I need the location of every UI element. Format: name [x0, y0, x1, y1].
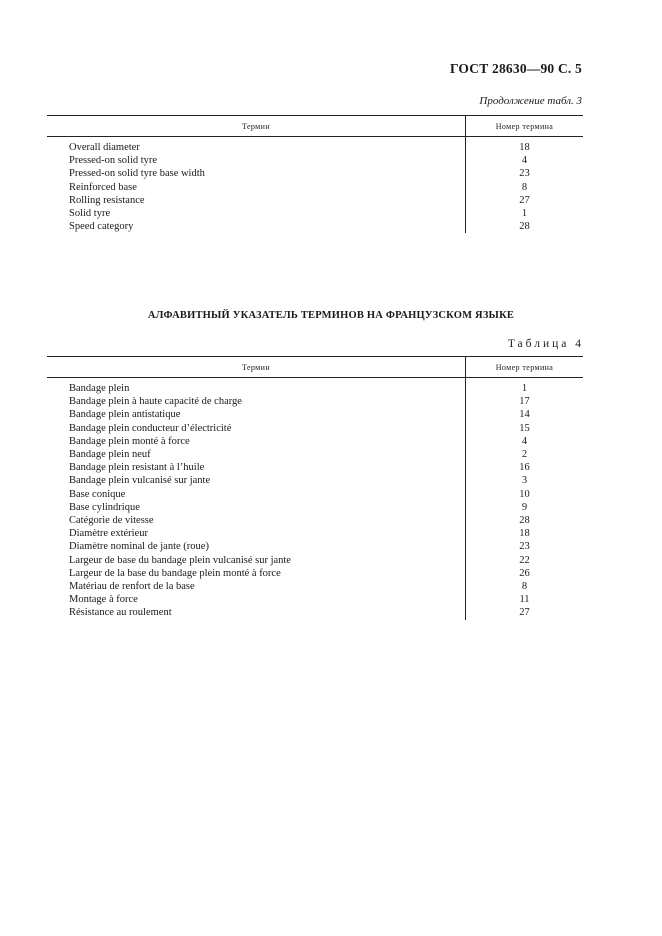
number-cell: 4 — [521, 155, 528, 167]
table-row — [47, 593, 583, 606]
table-row — [47, 540, 583, 553]
number-cell: 23 — [519, 541, 530, 553]
table-row — [47, 554, 583, 567]
table-row — [47, 137, 583, 155]
number-cell: 22 — [519, 554, 530, 566]
term-cell: Pressed-on solid tyre base width — [47, 167, 466, 180]
table4-caption: Таблица 4 — [507, 338, 584, 350]
number-cell: 8 — [521, 581, 528, 593]
term-cell: Base cylindrique — [47, 501, 466, 514]
table-row — [47, 207, 583, 220]
table-header-row — [47, 357, 583, 378]
number-cell: 28 — [519, 515, 530, 527]
table-row — [47, 514, 583, 527]
term-cell: Matériau de renfort de la base — [47, 580, 466, 593]
number-cell: 11 — [519, 594, 530, 606]
table-row — [47, 408, 583, 421]
table-row — [47, 167, 583, 180]
number-cell: 1 — [521, 383, 528, 394]
term-cell: Speed category — [47, 220, 466, 233]
term-cell: Bandage plein — [47, 378, 466, 396]
term-cell: Bandage plein à haute capacité de charge — [47, 395, 466, 408]
term-cell: Largeur de la base du bandage plein monté à force — [47, 567, 466, 580]
section-title: АЛФАВИТНЫЙ УКАЗАТЕЛЬ ТЕРМИНОВ НА ФРАНЦУЗСКОМ ЯЗЫКЕ — [147, 310, 515, 321]
table-row — [47, 448, 583, 461]
table-row — [47, 154, 583, 167]
number-cell: 9 — [521, 501, 528, 513]
number-cell: 23 — [519, 168, 530, 180]
table-row — [47, 461, 583, 474]
term-cell: Bandage plein monté à force — [47, 435, 466, 448]
number-cell: 3 — [521, 475, 528, 487]
table-4 — [47, 356, 583, 620]
table-row — [47, 181, 583, 194]
table-row — [47, 527, 583, 540]
number-cell: 18 — [519, 142, 530, 153]
number-cell: 4 — [521, 435, 528, 447]
table-row — [47, 501, 583, 514]
term-cell: Solid tyre — [47, 207, 466, 220]
term-cell: Overall diameter — [47, 137, 466, 155]
term-cell: Diamètre extérieur — [47, 527, 466, 540]
number-cell: 15 — [519, 422, 530, 434]
number-cell: 14 — [519, 409, 530, 421]
number-cell: 10 — [519, 488, 530, 500]
term-cell: Bandage plein resistant à l’huile — [47, 461, 466, 474]
table-row — [47, 194, 583, 207]
column-header-number: Номер термина — [466, 116, 584, 137]
number-cell: 27 — [519, 194, 530, 206]
column-header-term: Термин — [47, 357, 466, 378]
table-row — [47, 378, 583, 396]
table-header-row — [47, 116, 583, 137]
number-cell: 2 — [521, 449, 528, 461]
column-header-number: Номер термина — [466, 357, 584, 378]
table-row — [47, 580, 583, 593]
table-row — [47, 422, 583, 435]
page-header: ГОСТ 28630—90 С. 5 — [449, 61, 582, 76]
number-cell: 18 — [519, 528, 530, 540]
table-row — [47, 474, 583, 487]
term-cell: Résistance au roulement — [47, 606, 466, 619]
table-row — [47, 220, 583, 233]
number-cell: 27 — [519, 607, 530, 619]
term-cell: Diamètre nominal de jante (roue) — [47, 540, 466, 553]
term-cell: Reinforced base — [47, 181, 466, 194]
table-row — [47, 606, 583, 619]
number-cell: 26 — [519, 567, 530, 579]
number-cell: 17 — [519, 396, 530, 408]
term-cell: Largeur de base du bandage plein vulcanisé sur jante — [47, 554, 466, 567]
term-cell: Bandage plein conducteur d’électricité — [47, 422, 466, 435]
table-row — [47, 488, 583, 501]
term-cell: Catégorie de vitesse — [47, 514, 466, 527]
table3-caption: Продолжение табл. 3 — [479, 95, 582, 107]
term-cell: Bandage plein antistatique — [47, 408, 466, 421]
table-row — [47, 567, 583, 580]
term-cell: Pressed-on solid tyre — [47, 154, 466, 167]
term-cell: Montage à force — [47, 593, 466, 606]
term-cell: Rolling resistance — [47, 194, 466, 207]
table-row — [47, 395, 583, 408]
number-cell: 1 — [521, 208, 528, 220]
term-cell: Base conique — [47, 488, 466, 501]
term-cell: Bandage plein vulcanisé sur jante — [47, 474, 466, 487]
table-row — [47, 435, 583, 448]
number-cell: 28 — [519, 221, 530, 233]
number-cell: 8 — [521, 181, 528, 193]
table-3 — [47, 115, 583, 233]
number-cell: 16 — [519, 462, 530, 474]
term-cell: Bandage plein neuf — [47, 448, 466, 461]
column-header-term: Термин — [47, 116, 466, 137]
